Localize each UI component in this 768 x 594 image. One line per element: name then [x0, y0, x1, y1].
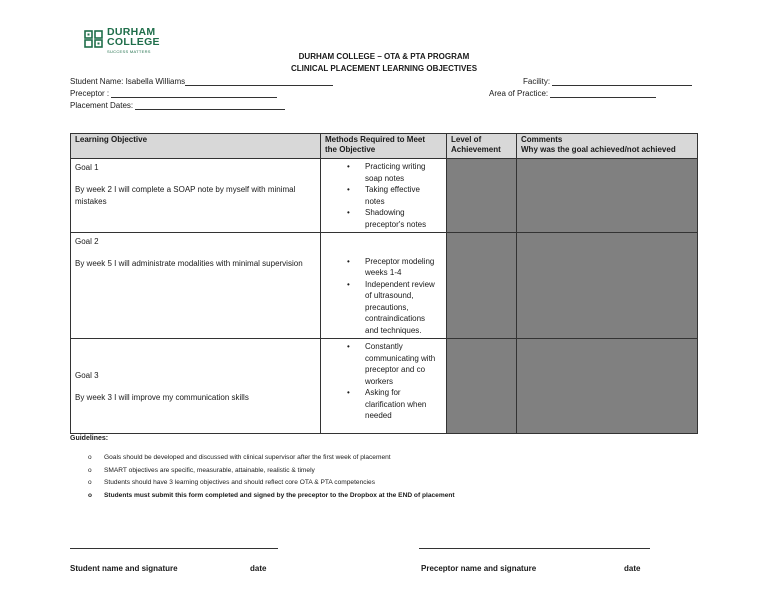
- goal-3-cell[interactable]: [71, 339, 321, 434]
- header-level-of-achievement: Level of Achievement: [447, 134, 517, 159]
- preceptor-date-label: date: [624, 564, 641, 573]
- goal-1-methods-cell[interactable]: [321, 159, 447, 233]
- student-name-line[interactable]: [185, 77, 333, 86]
- goal-2-title: Goal 2: [75, 237, 99, 246]
- guidelines-list: [86, 452, 455, 502]
- goal-2-level-cell[interactable]: [447, 233, 517, 339]
- document-title: DURHAM COLLEGE – OTA & PTA PROGRAM: [298, 52, 470, 61]
- list-item: o Students must submit this form completed and signed by the preceptor to the Dropbox at the END of placement: [86, 490, 455, 503]
- goal-3-comments-cell[interactable]: [517, 339, 698, 434]
- goal-1-comments-cell[interactable]: [517, 159, 698, 233]
- table-row: [71, 339, 698, 434]
- preceptor-signature-line[interactable]: [419, 548, 650, 549]
- facility-field: [523, 77, 692, 86]
- header-comments: Comments Why was the goal achieved/not achieved: [517, 134, 698, 159]
- guidelines-title: Guidelines:: [70, 435, 109, 442]
- goal-1-level-cell[interactable]: [447, 159, 517, 233]
- logo-tagline: SUCCESS MATTERS: [107, 49, 151, 54]
- goal-2-description: By week 5 I will administrate modalities with minimal supervision: [75, 259, 303, 268]
- table-row: [71, 159, 698, 233]
- goal-1-title: Goal 1: [75, 163, 99, 172]
- placement-dates-field: [70, 101, 285, 110]
- table-row: [71, 233, 698, 339]
- goal-2-methods-cell[interactable]: [321, 233, 447, 339]
- student-name-field: [70, 77, 333, 86]
- goal-3-description: By week 3 I will improve my communication skills: [75, 392, 249, 402]
- college-crest-icon: [84, 30, 104, 48]
- facility-label: Facility:: [523, 77, 551, 86]
- goal-1-cell[interactable]: [71, 159, 321, 233]
- facility-line[interactable]: [552, 77, 692, 86]
- goal-2-comments-cell[interactable]: [517, 233, 698, 339]
- document-subtitle: CLINICAL PLACEMENT LEARNING OBJECTIVES: [290, 64, 478, 73]
- area-of-practice-label: Area of Practice:: [489, 89, 549, 98]
- logo-line-1: DURHAM: [107, 26, 156, 38]
- list-item: • Asking for clarification when needed: [325, 387, 442, 422]
- student-signature-label: Student name and signature: [70, 564, 178, 573]
- list-item: • Independent review of ultrasound, precautions, contraindications and techniques.: [325, 279, 442, 337]
- learning-objectives-table: [70, 133, 698, 434]
- list-item: • Practicing writing soap notes: [325, 161, 442, 184]
- preceptor-signature-label: Preceptor name and signature: [421, 564, 537, 573]
- goal-3-title: Goal 3: [75, 370, 99, 380]
- header-methods: Methods Required to Meet the Objective: [321, 134, 447, 159]
- student-date-label: date: [250, 564, 267, 573]
- list-item: • Preceptor modeling weeks 1-4: [325, 256, 442, 279]
- list-item: o Goals should be developed and discussed with clinical supervisor after the first week of placement: [86, 452, 455, 465]
- list-item: • Taking effective notes: [325, 184, 442, 207]
- list-item: o SMART objectives are specific, measurable, attainable, realistic & timely: [86, 465, 455, 478]
- placement-dates-line[interactable]: [135, 101, 285, 110]
- header-learning-objective: Learning Objective: [71, 134, 321, 159]
- goal-3-methods-cell[interactable]: [321, 339, 447, 434]
- area-of-practice-field: [489, 89, 656, 98]
- list-item: • Constantly communicating with preceptor and co workers: [325, 341, 442, 387]
- preceptor-field: [70, 89, 277, 98]
- student-signature-line[interactable]: [70, 548, 278, 549]
- goal-1-description: By week 2 I will complete a SOAP note by myself with minimal mistakes: [75, 185, 296, 206]
- student-name-label: Student Name: Isabella Williams: [70, 77, 186, 86]
- table-header-row: [71, 134, 698, 159]
- goal-3-level-cell[interactable]: [447, 339, 517, 434]
- placement-dates-label: Placement Dates:: [70, 101, 134, 110]
- logo-line-2: COLLEGE: [107, 36, 160, 48]
- preceptor-label: Preceptor :: [70, 89, 110, 98]
- list-item: • Shadowing preceptor's notes: [325, 207, 442, 230]
- list-item: o Students should have 3 learning objectives and should reflect core OTA & PTA competencies: [86, 477, 455, 490]
- preceptor-line[interactable]: [111, 89, 277, 98]
- area-of-practice-line[interactable]: [550, 89, 656, 98]
- goal-2-cell[interactable]: [71, 233, 321, 339]
